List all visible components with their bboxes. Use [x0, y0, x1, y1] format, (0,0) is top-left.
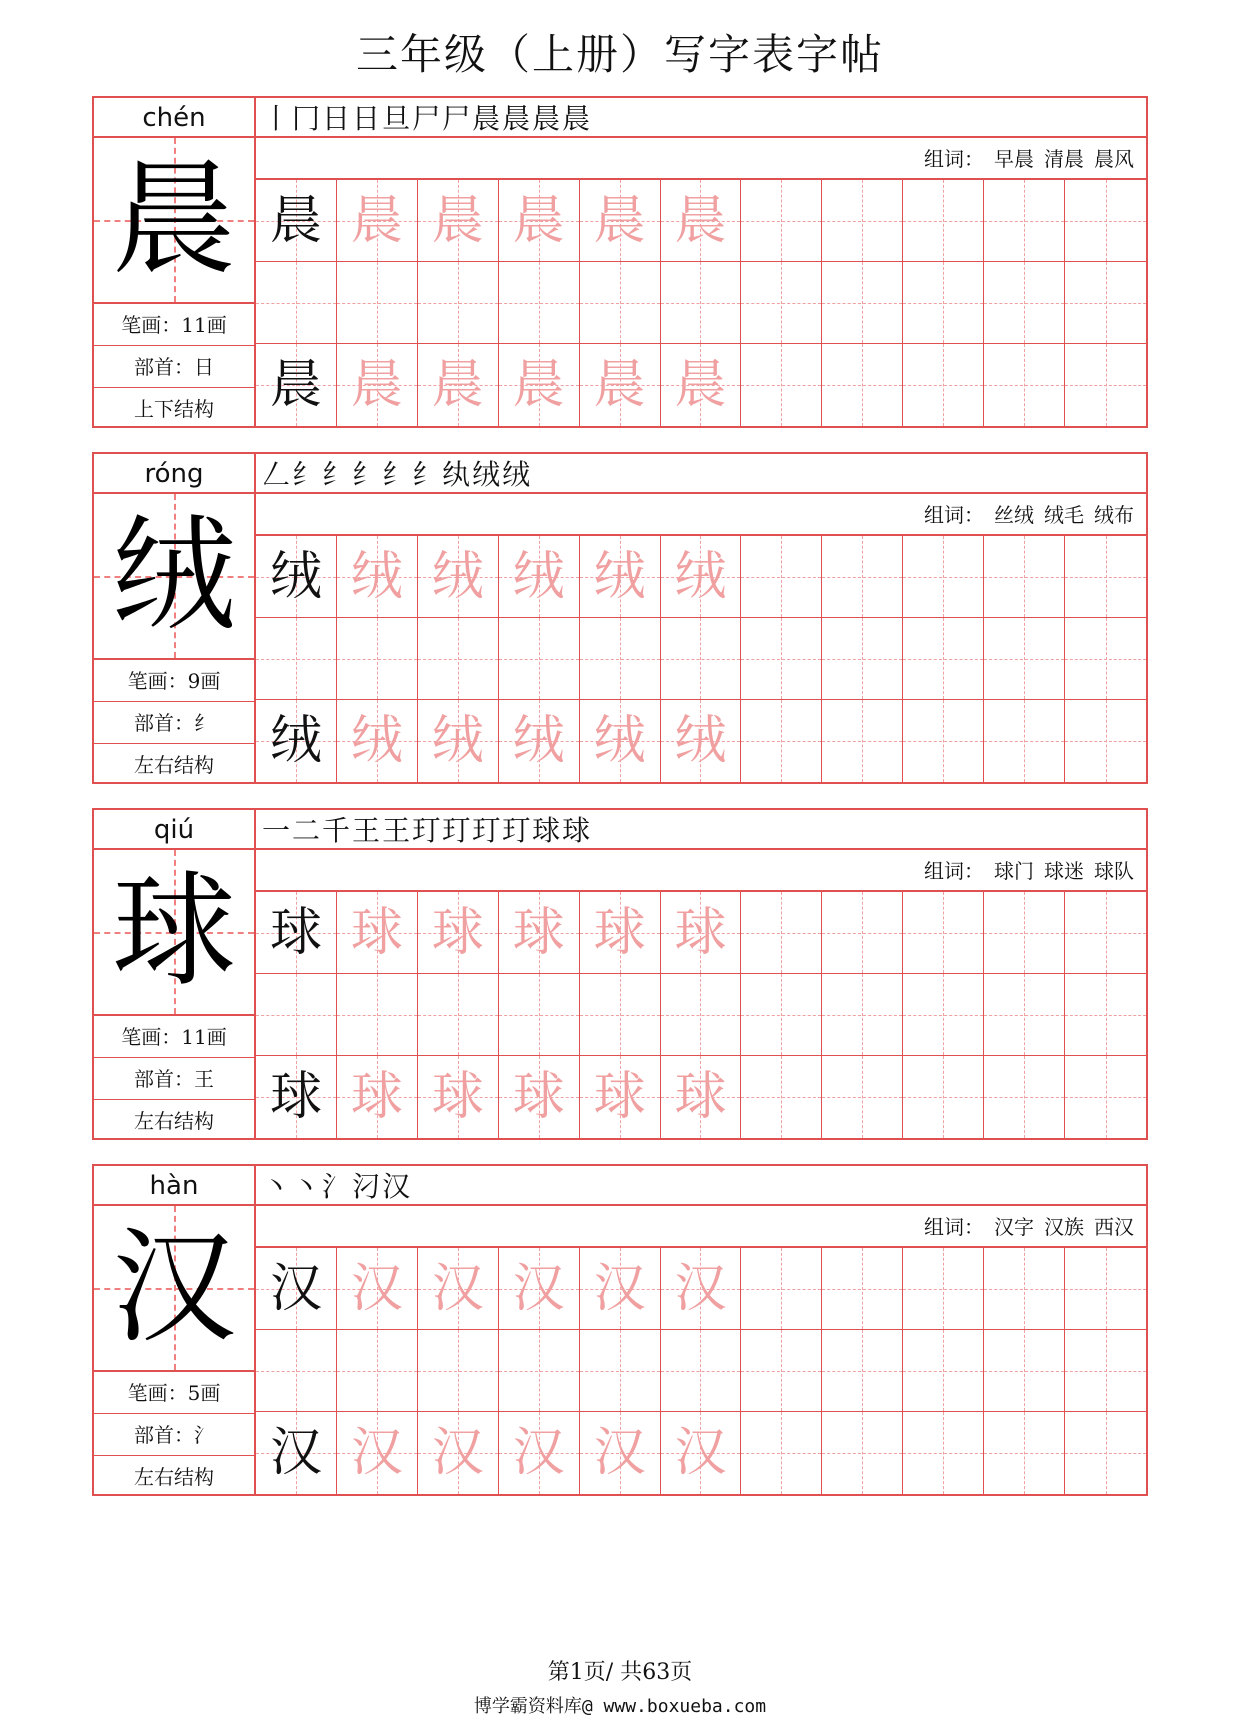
model-glyph: 汉 [269, 1423, 322, 1483]
practice-cell[interactable] [337, 1330, 418, 1412]
trace-glyph: 绒 [350, 711, 403, 771]
stroke-step: 丶 [262, 1170, 291, 1203]
practice-cell[interactable] [822, 1248, 903, 1330]
practice-cell[interactable] [984, 892, 1065, 974]
grid-row [256, 262, 1146, 344]
practice-cell[interactable] [1065, 1248, 1146, 1330]
trace-glyph: 汉 [674, 1423, 727, 1483]
grid-row [256, 892, 1146, 974]
practice-cell[interactable] [984, 1412, 1065, 1494]
stroke-step: 日 [322, 102, 351, 135]
model-character-box [94, 1206, 254, 1372]
practice-cell[interactable] [256, 974, 337, 1056]
practice-cell[interactable] [418, 618, 499, 700]
model-glyph: 晨 [269, 191, 322, 251]
char-card [92, 96, 1148, 428]
practice-cell[interactable] [822, 1330, 903, 1412]
structure: 左右结构 [134, 753, 214, 777]
example-word: 汉字 [994, 1215, 1034, 1239]
model-character: 汉 [111, 1216, 236, 1360]
practice-cell[interactable] [418, 1412, 499, 1494]
stroke-step: 王 [382, 814, 411, 847]
radical: 部首：王 [94, 1058, 254, 1100]
practice-cell[interactable] [661, 892, 742, 974]
practice-cell[interactable] [903, 892, 984, 974]
practice-cell[interactable] [337, 536, 418, 618]
page-number: 第1页/ 共63页 [547, 1660, 693, 1685]
stroke-step: 纟 [322, 458, 351, 491]
practice-cell[interactable] [903, 700, 984, 782]
model-character-box [94, 494, 254, 660]
example-word: 汉族 [1044, 1215, 1084, 1239]
practice-cell[interactable] [741, 974, 822, 1056]
words-label: 组词： [924, 503, 984, 527]
trace-glyph: 球 [512, 1067, 565, 1127]
practice-cell[interactable] [661, 1330, 742, 1412]
trace-glyph: 晨 [593, 355, 646, 415]
example-word: 早晨 [994, 147, 1034, 171]
practice-cell[interactable] [741, 618, 822, 700]
practice-cell[interactable] [984, 1056, 1065, 1138]
practice-cell[interactable] [661, 618, 742, 700]
trace-glyph: 球 [350, 1067, 403, 1127]
trace-glyph: 晨 [512, 355, 565, 415]
practice-cell[interactable] [418, 536, 499, 618]
stroke-step: 玎 [502, 814, 531, 847]
stroke-step: 丶 [292, 1170, 321, 1203]
practice-cell[interactable] [984, 262, 1065, 344]
trace-glyph: 绒 [674, 711, 727, 771]
stroke-count: 笔画：9画 [94, 660, 254, 702]
practice-cell[interactable] [256, 262, 337, 344]
practice-cell[interactable] [984, 700, 1065, 782]
trace-glyph: 汉 [674, 1259, 727, 1319]
practice-cell[interactable] [903, 1330, 984, 1412]
trace-glyph: 绒 [431, 547, 484, 607]
trace-glyph: 汉 [512, 1259, 565, 1319]
stroke-count: 笔画：11画 [94, 1016, 254, 1058]
trace-glyph: 晨 [431, 191, 484, 251]
pinyin: róng [94, 454, 254, 494]
practice-cell[interactable] [580, 1330, 661, 1412]
stroke-step: 丨 [262, 102, 291, 135]
practice-cell[interactable] [822, 262, 903, 344]
radical: 部首：日 [94, 346, 254, 388]
stroke-step: 晨 [532, 102, 561, 135]
example-word: 晨风 [1094, 147, 1134, 171]
practice-cell[interactable] [337, 262, 418, 344]
word-examples [256, 494, 1146, 536]
stroke-step: 尸 [412, 102, 441, 135]
practice-grid [256, 536, 1146, 782]
practice-cell[interactable] [984, 974, 1065, 1056]
example-word: 绒布 [1094, 503, 1134, 527]
grid-row [256, 974, 1146, 1056]
trace-glyph: 绒 [674, 547, 727, 607]
practice-cell[interactable] [1065, 1412, 1146, 1494]
practice-cell[interactable] [741, 892, 822, 974]
practice-cell[interactable] [661, 1412, 742, 1494]
word-examples [256, 138, 1146, 180]
practice-cell[interactable] [337, 180, 418, 262]
stroke-step: 绒 [472, 458, 501, 491]
practice-cell[interactable] [337, 892, 418, 974]
stroke-step: 汉 [382, 1170, 411, 1203]
practice-cell[interactable] [580, 262, 661, 344]
practice-cell[interactable] [741, 536, 822, 618]
stroke-step: 玎 [472, 814, 501, 847]
model-glyph: 汉 [269, 1259, 322, 1319]
practice-cell[interactable] [822, 344, 903, 426]
practice-cell[interactable] [418, 974, 499, 1056]
practice-cell[interactable] [499, 1248, 580, 1330]
stroke-step: 纟 [292, 458, 321, 491]
stroke-order [256, 454, 1146, 494]
grid-row [256, 1248, 1146, 1330]
practice-cell[interactable] [418, 700, 499, 782]
practice-cell[interactable] [661, 262, 742, 344]
example-word: 丝绒 [994, 503, 1034, 527]
trace-glyph: 绒 [350, 547, 403, 607]
stroke-count: 笔画：11画 [94, 304, 254, 346]
page-title: 三年级（上册）写字表字帖 [355, 30, 884, 79]
stroke-step: 纨 [442, 458, 471, 491]
trace-glyph: 绒 [512, 711, 565, 771]
practice-cell[interactable] [903, 180, 984, 262]
stroke-step: 𠃋 [262, 458, 291, 491]
trace-glyph: 汉 [350, 1259, 403, 1319]
example-word: 球门 [994, 859, 1034, 883]
grid-row [256, 344, 1146, 426]
stroke-step: 晨 [502, 102, 531, 135]
practice-cell[interactable] [741, 1248, 822, 1330]
words-label: 组词： [924, 1215, 984, 1239]
practice-cell[interactable] [499, 344, 580, 426]
practice-cell[interactable] [984, 1248, 1065, 1330]
practice-grid [256, 1248, 1146, 1494]
words-label: 组词： [924, 147, 984, 171]
practice-cell[interactable] [903, 1248, 984, 1330]
practice-cell[interactable] [256, 1056, 337, 1138]
practice-cell[interactable] [822, 1412, 903, 1494]
practice-cell[interactable] [822, 892, 903, 974]
trace-glyph: 汉 [431, 1423, 484, 1483]
practice-cell[interactable] [903, 262, 984, 344]
trace-glyph: 晨 [431, 355, 484, 415]
stroke-step: 王 [352, 814, 381, 847]
model-character-box [94, 850, 254, 1016]
stroke-step: 纟 [352, 458, 381, 491]
practice-cell[interactable] [580, 1248, 661, 1330]
practice-cell[interactable] [661, 536, 742, 618]
stroke-step: 尸 [442, 102, 471, 135]
trace-glyph: 晨 [350, 191, 403, 251]
practice-cell[interactable] [1065, 344, 1146, 426]
trace-glyph: 球 [350, 903, 403, 963]
grid-row [256, 180, 1146, 262]
practice-cell[interactable] [1065, 892, 1146, 974]
practice-cell[interactable] [418, 1056, 499, 1138]
trace-glyph: 球 [431, 903, 484, 963]
practice-cell[interactable] [337, 1056, 418, 1138]
trace-glyph: 汉 [593, 1423, 646, 1483]
trace-glyph: 绒 [431, 711, 484, 771]
words-label: 组词： [924, 859, 984, 883]
stroke-step: 冂 [292, 102, 321, 135]
char-info-column [94, 98, 256, 426]
practice-cell[interactable] [822, 700, 903, 782]
trace-glyph: 晨 [674, 191, 727, 251]
trace-glyph: 汉 [350, 1423, 403, 1483]
practice-cell[interactable] [661, 1248, 742, 1330]
trace-glyph: 球 [593, 1067, 646, 1127]
trace-glyph: 球 [674, 1067, 727, 1127]
model-character: 晨 [111, 148, 236, 292]
practice-cell[interactable] [661, 974, 742, 1056]
practice-cell[interactable] [1065, 536, 1146, 618]
practice-cell[interactable] [580, 180, 661, 262]
trace-glyph: 汉 [593, 1259, 646, 1319]
model-glyph: 绒 [269, 711, 322, 771]
practice-cell[interactable] [1065, 1330, 1146, 1412]
practice-cell[interactable] [418, 892, 499, 974]
pinyin: chén [94, 98, 254, 138]
stroke-step: 球 [532, 814, 561, 847]
trace-glyph: 绒 [593, 547, 646, 607]
radical: 部首：氵 [94, 1414, 254, 1456]
stroke-order [256, 810, 1146, 850]
stroke-order [256, 1166, 1146, 1206]
model-glyph: 晨 [269, 355, 322, 415]
stroke-step: 千 [322, 814, 351, 847]
practice-cell[interactable] [822, 180, 903, 262]
stroke-step: 玎 [412, 814, 441, 847]
practice-cell[interactable] [418, 1248, 499, 1330]
trace-glyph: 晨 [350, 355, 403, 415]
stroke-step: 氵 [322, 1170, 351, 1203]
practice-grid [256, 180, 1146, 426]
practice-cell[interactable] [1065, 1056, 1146, 1138]
practice-cell[interactable] [1065, 618, 1146, 700]
word-examples [256, 1206, 1146, 1248]
practice-cell[interactable] [499, 1330, 580, 1412]
practice-cell[interactable] [580, 892, 661, 974]
practice-cell[interactable] [903, 1412, 984, 1494]
trace-glyph: 球 [674, 903, 727, 963]
model-character-box [94, 138, 254, 304]
practice-cell[interactable] [741, 1412, 822, 1494]
practice-cell[interactable] [337, 1248, 418, 1330]
practice-cell[interactable] [661, 700, 742, 782]
trace-glyph: 汉 [512, 1423, 565, 1483]
pinyin: qiú [94, 810, 254, 850]
stroke-step: 绒 [502, 458, 531, 491]
practice-cell[interactable] [984, 536, 1065, 618]
grid-row [256, 1412, 1146, 1494]
char-card [92, 1164, 1148, 1496]
practice-cell[interactable] [418, 344, 499, 426]
practice-cell[interactable] [741, 344, 822, 426]
practice-cell[interactable] [580, 1412, 661, 1494]
trace-glyph: 绒 [593, 711, 646, 771]
practice-cell[interactable] [337, 344, 418, 426]
structure: 左右结构 [134, 1465, 214, 1489]
stroke-step: 二 [292, 814, 321, 847]
example-word: 球迷 [1044, 859, 1084, 883]
practice-cell[interactable] [499, 618, 580, 700]
practice-cell[interactable] [661, 344, 742, 426]
stroke-step: 日 [352, 102, 381, 135]
practice-cell[interactable] [822, 536, 903, 618]
stroke-order [256, 98, 1146, 138]
grid-row [256, 536, 1146, 618]
practice-cell[interactable] [499, 892, 580, 974]
site-credit: 博学霸资料库@ www.boxueba.com [473, 1696, 767, 1717]
practice-cell[interactable] [741, 700, 822, 782]
practice-cell[interactable] [256, 344, 337, 426]
practice-cell[interactable] [822, 1056, 903, 1138]
trace-glyph: 绒 [512, 547, 565, 607]
char-info-column [94, 1166, 256, 1494]
word-examples [256, 850, 1146, 892]
practice-cell[interactable] [337, 1412, 418, 1494]
practice-cell[interactable] [580, 618, 661, 700]
practice-cell[interactable] [499, 700, 580, 782]
model-glyph: 绒 [269, 547, 322, 607]
practice-cell[interactable] [256, 536, 337, 618]
model-glyph: 球 [269, 903, 322, 963]
trace-glyph: 汉 [431, 1259, 484, 1319]
practice-cell[interactable] [499, 262, 580, 344]
practice-cell[interactable] [1065, 700, 1146, 782]
example-word: 清晨 [1044, 147, 1084, 171]
practice-cell[interactable] [256, 1248, 337, 1330]
practice-cell[interactable] [256, 892, 337, 974]
model-character: 球 [111, 860, 236, 1004]
stroke-count: 笔画：5画 [94, 1372, 254, 1414]
example-word: 球队 [1094, 859, 1134, 883]
grid-row [256, 1056, 1146, 1138]
stroke-step: 玎 [442, 814, 471, 847]
practice-cell[interactable] [499, 536, 580, 618]
trace-glyph: 球 [512, 903, 565, 963]
char-card [92, 452, 1148, 784]
structure: 上下结构 [134, 397, 214, 421]
practice-cell[interactable] [337, 974, 418, 1056]
practice-cell[interactable] [1065, 262, 1146, 344]
stroke-step: 球 [562, 814, 591, 847]
practice-cell[interactable] [661, 1056, 742, 1138]
practice-cell[interactable] [903, 536, 984, 618]
practice-cell[interactable] [418, 1330, 499, 1412]
practice-cell[interactable] [256, 1412, 337, 1494]
practice-cell[interactable] [256, 180, 337, 262]
practice-cell[interactable] [580, 536, 661, 618]
practice-cell[interactable] [337, 618, 418, 700]
practice-grid [256, 892, 1146, 1138]
practice-cell[interactable] [580, 344, 661, 426]
trace-glyph: 晨 [674, 355, 727, 415]
practice-cell[interactable] [741, 180, 822, 262]
practice-cell[interactable] [337, 700, 418, 782]
practice-cell[interactable] [984, 180, 1065, 262]
practice-cell[interactable] [580, 974, 661, 1056]
practice-cell[interactable] [822, 618, 903, 700]
grid-row [256, 1330, 1146, 1412]
char-info-column [94, 810, 256, 1138]
practice-cell[interactable] [499, 1056, 580, 1138]
stroke-step: 纟 [382, 458, 411, 491]
grid-row [256, 618, 1146, 700]
practice-cell[interactable] [741, 262, 822, 344]
stroke-step: 汈 [352, 1170, 381, 1203]
model-glyph: 球 [269, 1067, 322, 1127]
trace-glyph: 球 [593, 903, 646, 963]
char-card [92, 808, 1148, 1140]
practice-cell[interactable] [499, 180, 580, 262]
example-word: 绒毛 [1044, 503, 1084, 527]
stroke-step: 晨 [562, 102, 591, 135]
stroke-step: 旦 [382, 102, 411, 135]
radical: 部首：纟 [94, 702, 254, 744]
practice-cell[interactable] [903, 1056, 984, 1138]
practice-cell[interactable] [1065, 180, 1146, 262]
char-info-column [94, 454, 256, 782]
practice-cell[interactable] [499, 974, 580, 1056]
practice-cell[interactable] [256, 1330, 337, 1412]
practice-cell[interactable] [984, 618, 1065, 700]
practice-cell[interactable] [822, 974, 903, 1056]
trace-glyph: 晨 [512, 191, 565, 251]
model-character: 绒 [111, 504, 236, 648]
practice-cell[interactable] [903, 974, 984, 1056]
practice-cell[interactable] [903, 344, 984, 426]
practice-cell[interactable] [256, 618, 337, 700]
practice-cell[interactable] [984, 1330, 1065, 1412]
structure: 左右结构 [134, 1109, 214, 1133]
practice-cell[interactable] [741, 1056, 822, 1138]
practice-cell[interactable] [580, 700, 661, 782]
stroke-step: 一 [262, 814, 291, 847]
practice-cell[interactable] [984, 344, 1065, 426]
practice-cell[interactable] [256, 700, 337, 782]
practice-cell[interactable] [499, 1412, 580, 1494]
practice-cell[interactable] [418, 262, 499, 344]
practice-cell[interactable] [1065, 974, 1146, 1056]
practice-cell[interactable] [903, 618, 984, 700]
practice-cell[interactable] [661, 180, 742, 262]
practice-cell[interactable] [418, 180, 499, 262]
stroke-step: 纟 [412, 458, 441, 491]
grid-row [256, 700, 1146, 782]
example-word: 西汉 [1094, 1215, 1134, 1239]
practice-cell[interactable] [580, 1056, 661, 1138]
trace-glyph: 晨 [593, 191, 646, 251]
practice-cell[interactable] [741, 1330, 822, 1412]
pinyin: hàn [94, 1166, 254, 1206]
stroke-step: 晨 [472, 102, 501, 135]
trace-glyph: 球 [431, 1067, 484, 1127]
